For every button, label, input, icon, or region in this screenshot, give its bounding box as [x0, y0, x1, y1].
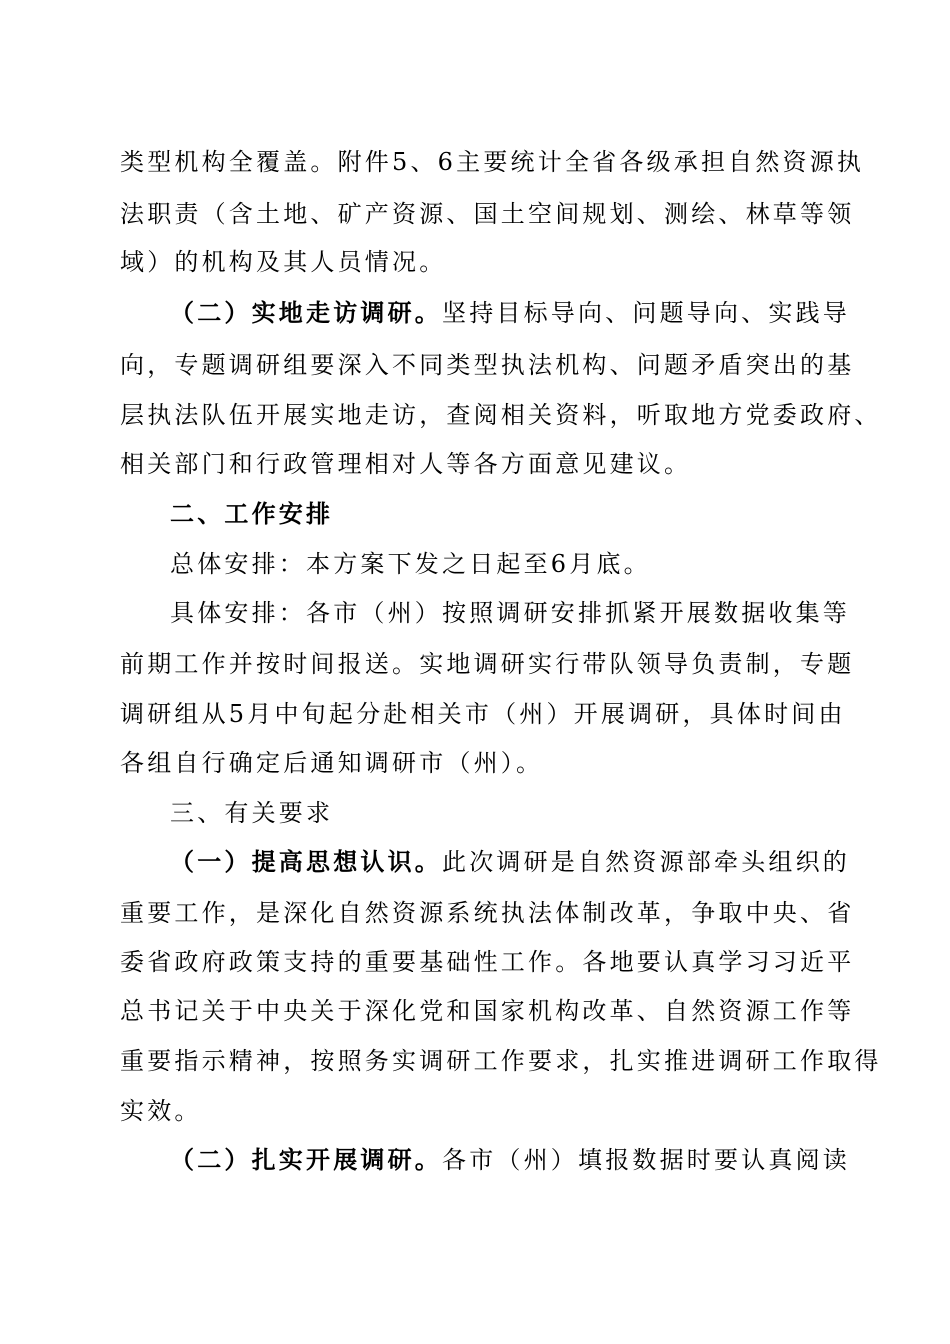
- body-line: 各组自行确定后通知调研市（州）。: [120, 749, 544, 777]
- body-line: 重要指示精神，按照务实调研工作要求，扎实推进调研工作取得: [120, 1047, 882, 1075]
- specific-arrangement: 具体安排：各市（州）按照调研安排抓紧开展数据收集等: [170, 599, 850, 627]
- paragraph-raise-awareness: [170, 846, 850, 878]
- body-line: 实效。: [120, 1097, 202, 1125]
- body-line: 委省政府政策支持的重要基础性工作。各地要认真学习习近平: [120, 948, 855, 976]
- body-line: 重要工作，是深化自然资源系统执法体制改革，争取中央、省: [120, 899, 855, 927]
- body-text: 各市（州）填报数据时要认真阅读: [442, 1146, 850, 1174]
- subheading-field-visit: （二）实地走访调研。: [170, 298, 442, 327]
- body-text: 此次调研是自然资源部牵头组织的: [442, 848, 850, 876]
- section-heading-requirements: 三、有关要求: [170, 799, 334, 827]
- body-line: 向，专题调研组要深入不同类型执法机构、问题矛盾突出的基: [120, 351, 855, 379]
- body-line: 前期工作并按时间报送。实地调研实行带队领导负责制，专题: [120, 650, 855, 678]
- body-text: 坚持目标导向、问题导向、实践导: [442, 299, 850, 327]
- body-line: 层执法队伍开展实地走访，查阅相关资料，听取地方党委政府、: [120, 401, 882, 429]
- body-line: 域）的机构及其人员情况。: [120, 248, 447, 276]
- body-line: 调研组从5月中旬起分赴相关市（州）开展调研，具体时间由: [120, 700, 846, 728]
- overall-arrangement: 总体安排：本方案下发之日起至6月底。: [170, 550, 651, 578]
- subheading-conduct-research: （二）扎实开展调研。: [170, 1145, 442, 1174]
- paragraph-conduct-research: [170, 1144, 850, 1176]
- body-line: 总书记关于中央关于深化党和国家机构改革、自然资源工作等: [120, 997, 855, 1025]
- body-line: 法职责（含土地、矿产资源、国土空间规划、测绘、林草等领: [120, 200, 855, 228]
- subheading-raise-awareness: （一）提高思想认识。: [170, 847, 442, 876]
- body-line: 相关部门和行政管理相对人等各方面意见建议。: [120, 450, 692, 478]
- paragraph-field-visit: [170, 297, 850, 329]
- body-line: 类型机构全覆盖。附件5、6主要统计全省各级承担自然资源执: [120, 148, 865, 176]
- section-heading-work-arrangement: 二、工作安排: [170, 499, 334, 528]
